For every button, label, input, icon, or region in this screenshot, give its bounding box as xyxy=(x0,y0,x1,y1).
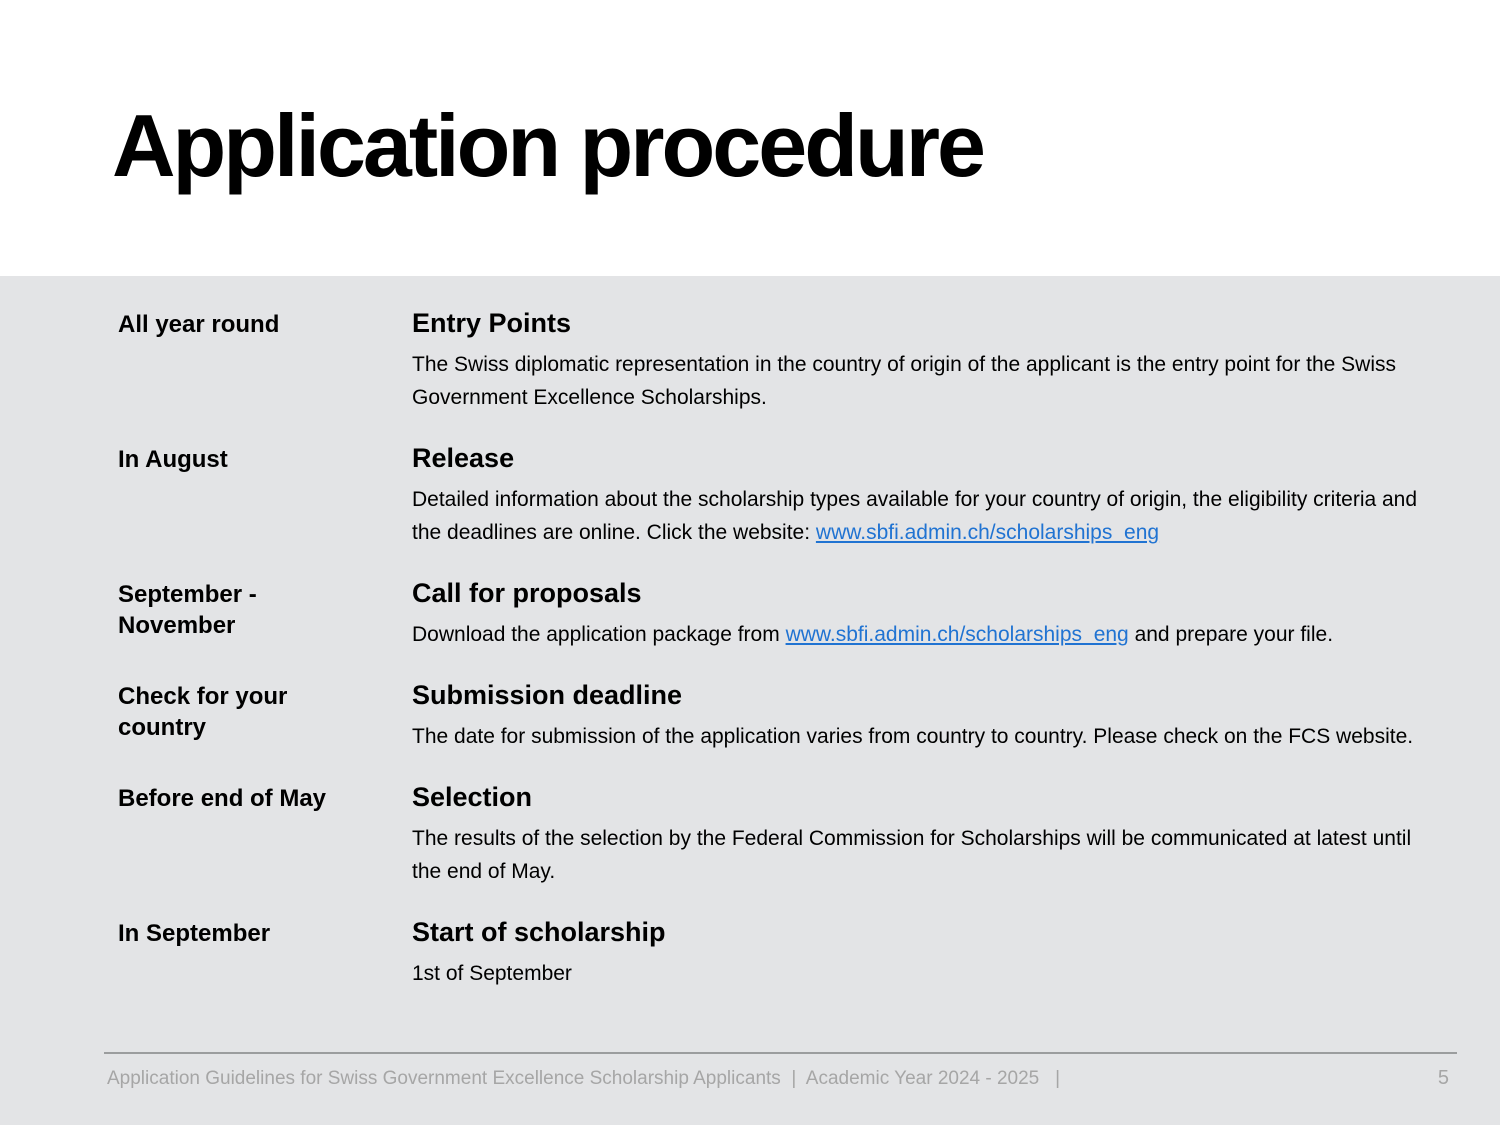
timeline-body xyxy=(412,483,1437,549)
timeline-content xyxy=(412,915,1437,990)
timeline-row-selection xyxy=(118,780,1440,888)
timeline-body-text: Detailed information about the scholarship types available for your country of origin, the eligibility criteria and the deadlines are online. Click the website: xyxy=(412,488,1418,544)
timeline-body xyxy=(412,822,1437,888)
timeline-label: Check for your country xyxy=(118,683,288,741)
timeline-label: September - November xyxy=(118,581,257,639)
timeline-body-text: 1st of September xyxy=(412,962,572,985)
timeline-body-text: The results of the selection by the Federal Commission for Scholarships will be communicated at latest until the end of May. xyxy=(412,827,1412,883)
scholarships-link[interactable]: www.sbfi.admin.ch/scholarships_eng xyxy=(815,521,1160,544)
scholarships-link[interactable]: www.sbfi.admin.ch/scholarships_eng xyxy=(785,623,1129,646)
timeline-content xyxy=(412,441,1437,549)
timeline-heading: Selection xyxy=(412,782,533,812)
timeline-heading: Release xyxy=(412,443,515,473)
timeline-row-start-of-scholarship xyxy=(118,915,1440,990)
timeline-body-text: The Swiss diplomatic representation in the country of origin of the applicant is the entry point for the Swiss Government Excellence Scholarships. xyxy=(412,353,1397,409)
timeline-body-text: Download the application package from xyxy=(412,623,786,646)
timeline xyxy=(0,276,1500,990)
timeline-heading: Start of scholarship xyxy=(412,917,666,947)
timeline-content xyxy=(412,678,1437,753)
timeline-content xyxy=(412,780,1437,888)
timeline-heading: Submission deadline xyxy=(412,680,683,710)
timeline-label: All year round xyxy=(118,311,280,338)
timeline-label: Before end of May xyxy=(118,785,327,812)
timeline-content xyxy=(412,576,1437,651)
footer-text: Application Guidelines for Swiss Government Excellence Scholarship Applicants | Academic Year 2024 - 2025 | xyxy=(107,1068,1061,1089)
timeline-heading: Call for proposals xyxy=(412,578,642,608)
timeline-heading: Entry Points xyxy=(412,308,572,338)
footer-row xyxy=(104,1054,1457,1090)
timeline-body-text: The date for submission of the application varies from country to country. Please check on the FCS website. xyxy=(412,725,1414,748)
timeline-label: In September xyxy=(118,920,271,947)
timeline-content xyxy=(412,306,1437,414)
timeline-body xyxy=(412,618,1437,651)
timeline-body xyxy=(412,957,1437,990)
page-number: 5 xyxy=(1437,1067,1449,1089)
timeline-body-text: and prepare your file. xyxy=(1128,623,1334,646)
timeline-body xyxy=(412,720,1437,753)
timeline-row-call-for-proposals xyxy=(118,576,1440,651)
timeline-row-submission-deadline xyxy=(118,678,1440,753)
timeline-panel xyxy=(0,276,1500,1125)
timeline-row-release xyxy=(118,441,1440,549)
timeline-label: In August xyxy=(118,446,228,473)
timeline-body xyxy=(412,348,1437,414)
page-title: Application procedure xyxy=(112,96,983,195)
timeline-row-entry-points xyxy=(118,306,1440,414)
footer xyxy=(104,1052,1457,1090)
